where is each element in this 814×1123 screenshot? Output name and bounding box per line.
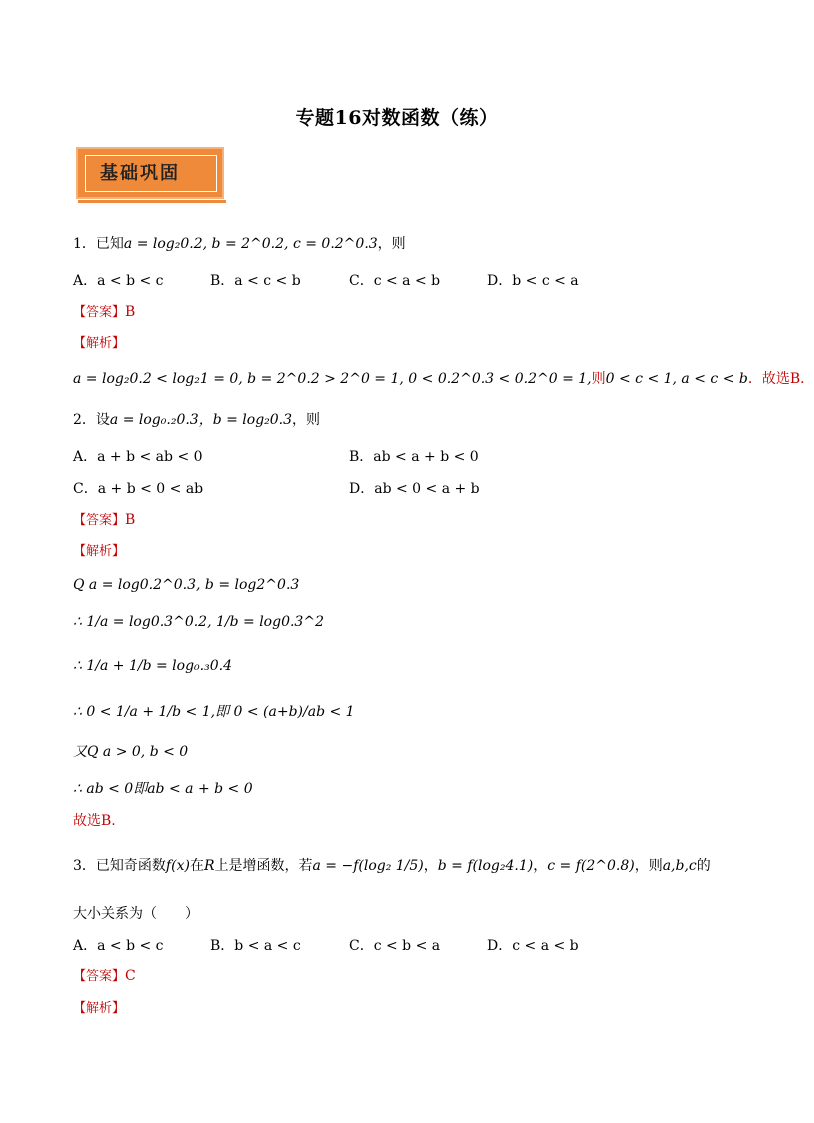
- q2-option-d: D．ab < 0 < a + b: [349, 481, 480, 497]
- q3-option-d: D．c < a < b: [487, 938, 579, 954]
- page-title: 专题16对数函数（练）: [295, 107, 499, 129]
- q1-stem-suffix: ，则: [377, 236, 406, 252]
- q1-option-d: D．b < c < a: [487, 273, 579, 289]
- q3-R: R: [203, 858, 215, 874]
- q1-option-a: A．a < b < c: [73, 273, 164, 289]
- q1-answer-value: B: [125, 304, 136, 320]
- q1-answer-label: 【答案】: [73, 305, 126, 320]
- q3-stem-c: 上是增函数，若: [214, 858, 313, 874]
- q2-option-c: C．a + b < 0 < ab: [73, 481, 204, 497]
- q2-answer: [73, 509, 135, 528]
- q3-option-a: A．a < b < c: [73, 938, 164, 954]
- q2-stem-suffix: ，则: [292, 412, 321, 428]
- q3-answer: [73, 965, 136, 984]
- q3-answer-value: C: [125, 968, 136, 984]
- q3-abc: a,b,c: [662, 858, 697, 874]
- q3-option-c: C．c < b < a: [349, 938, 441, 954]
- section-badge-underline: [78, 200, 226, 203]
- q2-step-2: ∴ 1/a = log0.3^0.2, 1/b = log0.3^2: [73, 614, 324, 630]
- q2-step-5: 又Q a > 0, b < 0: [73, 744, 189, 760]
- q2-answer-label: 【答案】: [73, 513, 126, 528]
- section-badge: [76, 147, 224, 199]
- q2-number: 2．: [73, 412, 96, 428]
- q1-analysis-label: [73, 332, 125, 351]
- q2-option-a: A．a + b < ab < 0: [73, 449, 203, 465]
- q1-answer: [73, 301, 135, 320]
- q2-answer-value: B: [125, 512, 136, 528]
- q2-analysis-label: [73, 540, 125, 559]
- q2-step-4: ∴ 0 < 1/a + 1/b < 1,即 0 < (a+b)/ab < 1: [73, 704, 355, 720]
- q1-stem-math: a = log₂0.2, b = 2^0.2, c = 0.2^0.3: [123, 236, 378, 252]
- q3-number: 3．: [73, 858, 96, 874]
- q3-stem: 3．已知奇函数f(x)在R上是增函数，若a = −f(log₂ 1/5)，b = f(log₂4.1)，c = f(2^0.8)，则a,b,c的: [73, 858, 711, 874]
- q3-stem-b: 在: [189, 858, 204, 874]
- q2-stem: [73, 409, 320, 429]
- q1-analysis-conclusion: ．故选B．: [747, 371, 814, 387]
- q1-stem: [73, 233, 406, 253]
- q1-analysis: [73, 368, 814, 388]
- section-badge-label: 基础巩固: [100, 163, 180, 184]
- q3-stem-a: 已知奇函数: [95, 858, 166, 874]
- q3-fx: f(x): [165, 858, 190, 874]
- q3-math-a: a = −f(log₂ 1/5): [312, 858, 424, 874]
- q3-math-b: b = f(log₂4.1): [437, 858, 534, 874]
- q1-option-b: B．a < c < b: [210, 273, 301, 289]
- q3-analysis-label-text: 【解析】: [73, 1001, 126, 1016]
- q2-stem-prefix: 设: [95, 412, 110, 428]
- q3-stem-d: ，则: [634, 858, 663, 874]
- q2-option-b: B．ab < a + b < 0: [349, 449, 479, 465]
- q1-number: 1．: [73, 236, 96, 252]
- q3-analysis-label: [73, 997, 125, 1016]
- q2-step-3: ∴ 1/a + 1/b = log₀.₃0.4: [73, 658, 232, 674]
- q2-stem-math: a = log₀.₂0.3，b = log₂0.3: [109, 412, 293, 428]
- q3-option-b: B．b < a < c: [210, 938, 301, 954]
- q3-stem-line2: 大小关系为（ ）: [73, 906, 199, 922]
- q1-analysis-tail-math: 0 < c < 1, a < c < b: [605, 371, 748, 387]
- q2-step-6: ∴ ab < 0即ab < a + b < 0: [73, 781, 253, 797]
- q3-stem-e: 的: [696, 858, 711, 874]
- q3-answer-label: 【答案】: [73, 969, 126, 984]
- q2-conclusion: 故选B.: [73, 813, 116, 829]
- q2-analysis-label-text: 【解析】: [73, 544, 126, 559]
- q3-math-c: c = f(2^0.8): [547, 858, 635, 874]
- q2-step-1: Q a = log0.2^0.3, b = log2^0.3: [73, 577, 300, 593]
- q1-stem-prefix: 已知: [95, 236, 124, 252]
- q1-analysis-label-text: 【解析】: [73, 336, 126, 351]
- q1-option-c: C．c < a < b: [349, 273, 441, 289]
- q1-analysis-math: a = log₂0.2 < log₂1 = 0, b = 2^0.2 > 2^0 = 1, 0 < 0.2^0.3 < 0.2^0 = 1,: [73, 371, 592, 387]
- q1-analysis-then: 则: [591, 371, 606, 387]
